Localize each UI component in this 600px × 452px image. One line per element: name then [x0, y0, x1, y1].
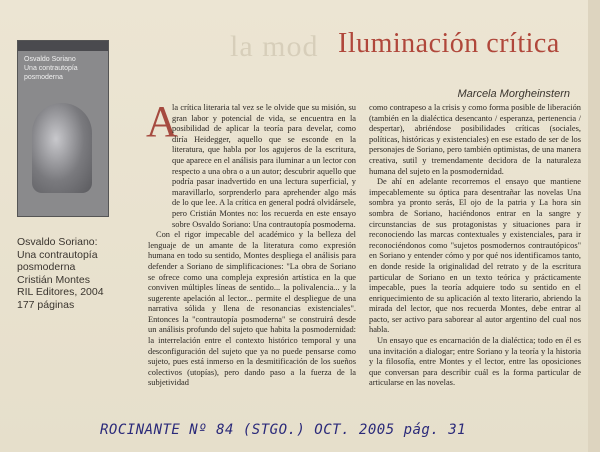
- cover-title: Osvaldo Soriano: [24, 56, 76, 63]
- paragraph: Un ensayo que es encarnación de la dialéctica; todo en él es una invitación a dialogar; entre Soriano y la teoría y la historia y la filosofía, entre Montes y el lector, entre las oposiciones que conversan para describir cuál es la forma particular de articularse en las novelas.: [369, 336, 581, 388]
- handwritten-annotation: ROCINANTE Nº 84 (STGO.) OCT. 2005 pág. 31: [100, 422, 467, 438]
- paragraph: como contrapeso a la crisis y como forma posible de liberación (también en la dialéctica desencanto / esperanza, pertenencia / despertar), abriéndose posibilidades críticas (sociales, políticas, históricas y existenciales) en ese estado de ser de los personajes de Soriano, pero también optimistas, de una manera creativa, sutil y tremendamente decidora de la naturaleza humana del sujeto en la posmodernidad.: [369, 103, 581, 176]
- article-author: Marcela Morgheinstern: [457, 88, 570, 100]
- book-info-line: posmoderna: [17, 261, 76, 273]
- cover-figure: [32, 103, 92, 193]
- text-column-1: [148, 103, 356, 389]
- book-info-line: Una contrautopía: [17, 248, 98, 261]
- cover-text: [24, 55, 108, 82]
- book-info-line: 177 páginas: [17, 298, 75, 311]
- book-info-line: RIL Editores, 2004: [17, 286, 104, 298]
- paragraph: la crítica literaria tal vez se le olvide que su misión, su gran labor y potencial de vida, se encuentra en la posibilidad de aplicar la teoría para develar, como diría Heidegger, aquello que se esconde en la literatura, que habla por los agujeros de la escritura, que aparece en el análisis para iluminar a un lector con respecto a una obra o a un autor; descubrir aquello que podría pasar inadvertido en una lectura superficial, y maravillarlo, sorprenderlo para aprehender algo más de lo que lee. A la crítica en general podrá olvidársele, pero Cristián Montes no: los recuerda en este ensayo sobre Osvaldo Soriano: Una contrautopía posmoderna.: [172, 103, 356, 229]
- book-cover-image: [17, 40, 109, 217]
- text-column-2: [369, 103, 581, 389]
- page-edge: [588, 0, 600, 452]
- book-info: [17, 236, 137, 311]
- cover-subtitle: Una contrautopía posmoderna: [24, 65, 78, 81]
- cover-band: [18, 41, 108, 51]
- article-title: Iluminación crítica: [338, 28, 560, 59]
- paragraph: Con el rigor impecable del académico y la belleza del lenguaje de un amante de la literatura como expresión humana en todo su sentido, Montes despliega el análisis para defender a Soriano de simplificaciones: "La obra de Soriano se ofrece como una compleja expresión artística en la que conviven múltiples líneas de sentido... la polivalencia... y la sugerente apelación al lector... permite el despliegue de una narrativa sólida y llena de resonancias existenciales". Entonces la "contrautopía posmoderna" se construirá desde un análisis profundo del sujeto que habita la posmodernidad: la interrelación entre el contexto histórico temporal y una desconfiguración del sujeto que ya no puede pensarse como sujeto, pues está inmerso en la desmitificación de los sueños colectivos (utopías), pero dando paso a la fuerza de la subjetividad: [148, 230, 356, 388]
- paragraph: De ahí en adelante recorremos el ensayo que mantiene impecablemente su óptica para desentrañar las novelas Una sombra ya pronto serás, El ojo de la patria y La hora sin sombra de Soriano, haciéndonos entrar en la sangre y circunstancias de sus protagonistas y situaciones para ir reconociendo las marcas contextuales y existenciales, para ir reconociéndonos como "sujetos posmodernos contrautópicos" en Soriano y entender cómo y por qué nos identificamos tanto, en donde reside la originalidad del retrato y de la escritura particular de Soriano en un texto teórica y prácticamente impecable, pues la teoría adquiere todo su sentido en el enriquecimiento de su aplicación al texto literario, abriendo la mirada del lector, que nos recuerda Montes, debe entrar al pacto, ser activo para saborear al autor argentino del cual nos habla.: [369, 177, 581, 335]
- drop-cap: A: [146, 97, 178, 146]
- book-info-line: Osvaldo Soriano:: [17, 236, 98, 248]
- book-info-line: Cristián Montes: [17, 273, 90, 286]
- faded-heading: la mod: [230, 30, 319, 63]
